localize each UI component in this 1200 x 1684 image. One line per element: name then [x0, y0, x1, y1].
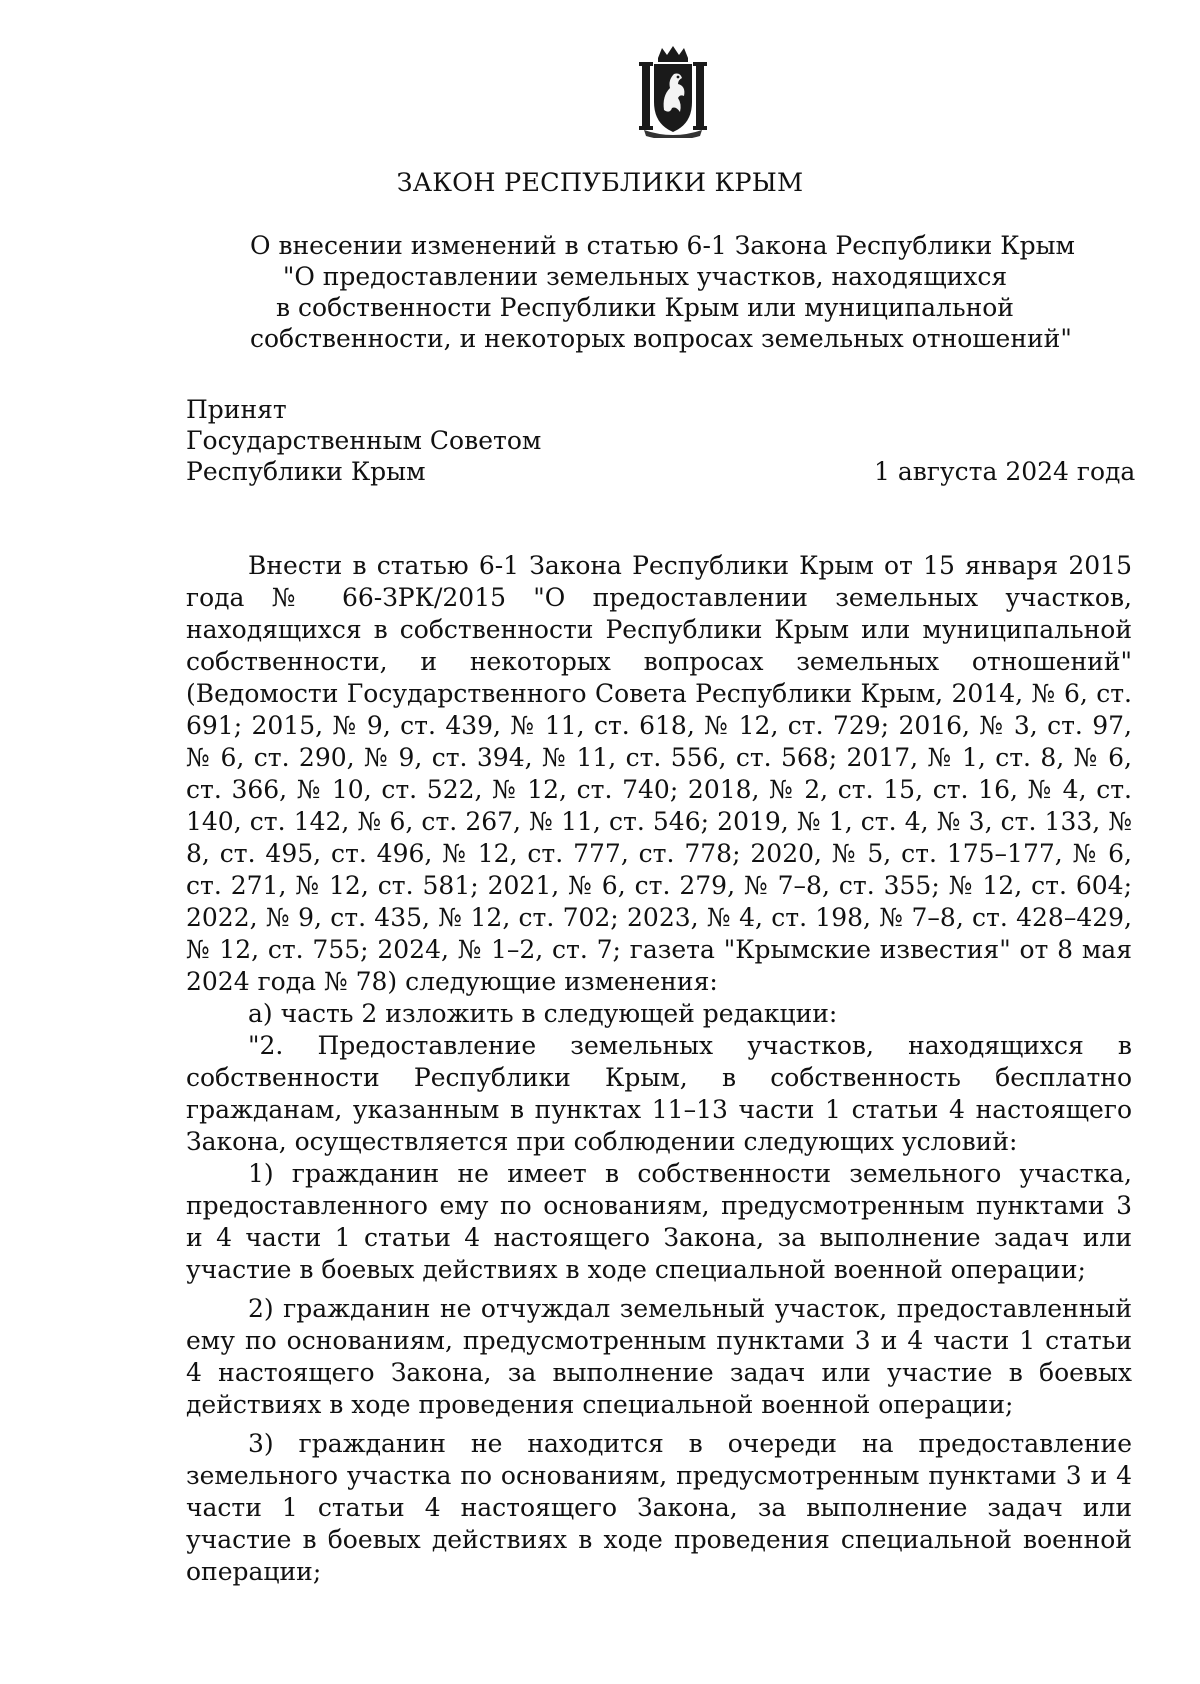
- body-paragraph: 1) гражданин не имеет в собственности земельного участка, предоставленного ему по основаниям, предусмотренным пунктами 3 и 4 части 1 статьи 4 настоящего Закона, за выполнение задач или участие в боевых действиях в ходе специальной военной операции;: [186, 1159, 1132, 1284]
- adoption-block: [186, 394, 541, 487]
- body-paragraph: 2) гражданин не отчуждал земельный участок, предоставленный ему по основаниям, предусмотренным пунктами 3 и 4 части 1 статьи 4 настоящего Закона, за выполнение задач или участие в боевых действиях в ходе проведения специальной военной операции;: [186, 1294, 1132, 1419]
- adopted-line: Принят: [186, 395, 287, 424]
- subtitle-line: собственности, и некоторых вопросах земельных отношений": [250, 324, 1072, 353]
- body-paragraph: "2. Предоставление земельных участков, находящихся в собственности Республики Крым, в собственность бесплатно гражданам, указанным в пунктах 11–13 части 1 статьи 4 настоящего Закона, осуществляется при соблюдении следующих условий:: [186, 1031, 1132, 1156]
- law-title: ЗАКОН РЕСПУБЛИКИ КРЫМ: [396, 168, 804, 198]
- body-paragraph: 3) гражданин не находится в очереди на предоставление земельного участка по основаниям, предусмотренным пунктами 3 и 4 части 1 статьи 4 настоящего Закона, за выполнение задач или участие в боевых действиях в ходе проведения специальной военной операции;: [186, 1429, 1132, 1586]
- body-paragraph: Внести в статью 6-1 Закона Республики Крым от 15 января 2015 года № 66-ЗРК/2015 "О предоставлении земельных участков, находящихся в собственности Республики Крым или муниципальной собственности, и некоторых вопросах земельных отношений" (Ведомости Государственного Совета Республики Крым, 2014, № 6, ст. 691; 2015, № 9, ст. 439, № 11, ст. 618, № 12, ст. 729; 2016, № 3, ст. 97, № 6, ст. 290, № 9, ст. 394, № 11, ст. 556, ст. 568; 2017, № 1, ст. 8, № 6, ст. 366, № 10, ст. 522, № 12, ст. 740; 2018, № 2, ст. 15, ст. 16, № 4, ст. 140, ст. 142, № 6, ст. 267, № 11, ст. 546; 2019, № 1, ст. 4, № 3, ст. 133, № 8, ст. 495, ст. 496, № 12, ст. 777, ст. 778; 2020, № 5, ст. 175–177, № 6, ст. 271, № 12, ст. 581; 2021, № 6, ст. 279, № 7–8, ст. 355; № 12, ст. 604; 2022, № 9, ст. 435, № 12, ст. 702; 2023, № 4, ст. 198, № 7–8, ст. 428–429, № 12, ст. 755; 2024, № 1–2, ст. 7; газета "Крымские известия" от 8 мая 2024 года № 78) следующие изменения:: [186, 551, 1132, 996]
- subtitle-line: "О предоставлении земельных участков, находящихся: [282, 262, 1008, 291]
- coat-of-arms-icon: [634, 44, 712, 138]
- subtitle-line: О внесении изменений в статью 6-1 Закона Республики Крым: [250, 231, 1075, 260]
- subtitle-line: в собственности Республики Крым или муниципальной: [276, 293, 1014, 322]
- law-subtitle: [250, 230, 1075, 354]
- law-body: [186, 550, 1132, 1588]
- body-paragraph: а) часть 2 изложить в следующей редакции:: [248, 999, 838, 1028]
- adopted-line: Государственным Советом: [186, 426, 542, 455]
- adoption-date: 1 августа 2024 года: [874, 457, 1136, 486]
- adopted-line: Республики Крым: [186, 457, 426, 486]
